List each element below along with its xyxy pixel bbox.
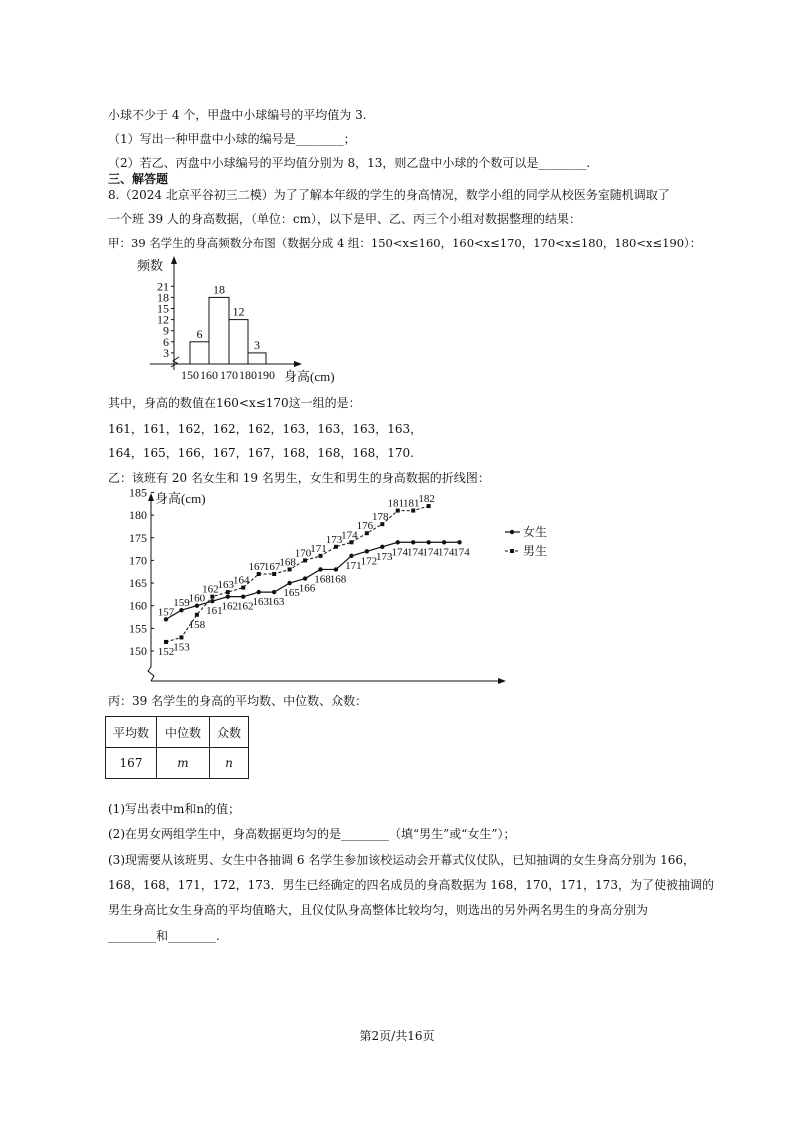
data-point-girls [257, 590, 261, 594]
y-tick-label: 175 [129, 530, 147, 545]
data-label-girls: 161 [206, 605, 223, 618]
sub-question-2: (2)在男女两组学生中，身高数据更均匀的是________（填“男生”或“女生”）； [108, 827, 516, 841]
x-axis-label: 身高(cm) [284, 369, 335, 384]
data-label-boys: 181 [402, 497, 420, 510]
bar-value-label: 12 [232, 304, 245, 319]
data-point-girls [349, 554, 353, 558]
bar-value-label: 3 [254, 337, 260, 352]
data-label-boys: 170 [294, 547, 312, 560]
x-tick-label: 160 [200, 368, 218, 382]
data-label-girls: 168 [329, 573, 347, 586]
data-label-boys: 181 [387, 497, 404, 510]
data-label-boys: 167 [248, 560, 265, 573]
legend-label-girls: 女生 [523, 525, 548, 539]
x-tick-label: 170 [220, 368, 238, 382]
y-axis-arrow [171, 256, 177, 264]
histogram-bar [229, 320, 248, 364]
data-label-boys: 174 [341, 529, 358, 542]
y-tick-label: 155 [129, 621, 147, 636]
series-line-boys [166, 506, 429, 642]
data-label-boys: 162 [202, 583, 219, 596]
sub-question-3: 168，168，171，172，173．男生已经确定的四名成员的身高数据为 168，170，171，173，为了使被抽调的 [108, 878, 714, 892]
question-8-line: 一个班 39 人的身高数据，（单位：cm），以下是甲、乙、丙三个小组对数据整理的结果： [108, 212, 582, 226]
data-label-girls: 174 [422, 546, 439, 559]
legend-marker-girls [510, 530, 514, 534]
y-tick-label: 185 [129, 485, 147, 500]
height-values-1: 161，161，162，162，162，163，163，163，163， [108, 422, 423, 436]
y-tick-label: 180 [129, 508, 147, 523]
bar-value-label: 18 [213, 282, 225, 297]
sub-question-3: (3)现需要从该班男、女生中各抽调 6 名学生参加该校运动会开幕式仪仗队，已知抽调的女生身高分别为 166， [108, 853, 695, 867]
x-tick-label: 190 [257, 368, 275, 382]
data-point-girls [365, 549, 369, 553]
table-header: 众数 [210, 717, 249, 748]
data-label-boys: 167 [263, 560, 281, 573]
y-tick-label: 165 [129, 576, 147, 591]
x-tick-label: 150 [181, 368, 199, 382]
data-label-girls: 174 [437, 546, 455, 559]
sub-question-3: 男生身高比女生身高的平均值略大，且仪仗队身高整体比较均匀，则选出的另外两名男生的身高分别为 [108, 903, 649, 917]
y-tick-label: 170 [129, 553, 147, 568]
histogram-bar [190, 342, 209, 364]
data-point-girls [334, 567, 338, 571]
histogram-bar [248, 353, 266, 364]
legend-marker-boys [510, 549, 514, 553]
y-tick-label: 18 [157, 290, 169, 305]
table-header: 平均数 [106, 717, 157, 748]
x-axis-arrow [498, 678, 506, 684]
data-label-boys: 158 [188, 618, 206, 631]
data-label-girls: 173 [376, 550, 393, 563]
x-axis-arrow [294, 361, 302, 367]
sub-question-1: (1)写出表中m和n的值； [108, 802, 241, 816]
data-label-girls: 162 [221, 600, 239, 613]
data-label-boys: 173 [325, 533, 343, 546]
text-line: （1）写出一种甲盘中小球的编号是________； [108, 132, 356, 146]
y-tick-label: 150 [129, 644, 147, 658]
y-tick-label: 15 [157, 301, 169, 316]
data-point-girls [457, 540, 461, 544]
y-tick-label: 6 [163, 334, 169, 349]
data-point-boys [195, 613, 199, 617]
table-cell: n [210, 748, 249, 779]
data-label-girls: 163 [252, 596, 269, 609]
y-tick-label: 9 [163, 323, 169, 338]
data-point-girls [411, 540, 415, 544]
data-point-girls [318, 567, 322, 571]
table-cell: m [157, 748, 210, 779]
data-label-boys: 164 [233, 574, 250, 587]
table-header: 中位数 [157, 717, 210, 748]
data-point-girls [226, 594, 230, 598]
text-line: 小球不少于 4 个，甲盘中小球编号的平均值为 3. [108, 108, 367, 122]
data-point-boys [179, 635, 183, 639]
data-label-girls: 172 [360, 555, 378, 568]
data-point-girls [272, 590, 276, 594]
data-label-girls: 157 [157, 606, 175, 619]
histogram-bar [209, 297, 229, 364]
data-label-boys: 178 [372, 511, 389, 524]
data-label-girls: 174 [453, 546, 470, 559]
data-label-girls: 168 [314, 573, 331, 586]
data-label-girls: 159 [173, 597, 190, 610]
data-label-girls: 160 [188, 592, 206, 605]
y-tick-label: 12 [157, 312, 169, 327]
data-label-girls: 174 [406, 546, 424, 559]
group-yi-text: 乙：该班有 20 名女生和 19 名男生，女生和男生的身高数据的折线图： [108, 471, 490, 485]
data-label-girls: 174 [391, 546, 408, 559]
data-point-girls [210, 599, 214, 603]
data-point-girls [396, 540, 400, 544]
data-label-girls: 165 [283, 587, 300, 600]
text-line: （2）若乙、丙盘中小球编号的平均值分别为 8，13，则乙盘中小球的个数可以是________. [108, 156, 591, 170]
data-label-boys: 152 [157, 645, 175, 658]
table-cell: 167 [106, 748, 157, 779]
axis-break-mark [171, 357, 179, 367]
legend-label-boys: 男生 [523, 544, 548, 558]
group-bing-text: 丙：39 名学生的身高的平均数、中位数、众数： [108, 694, 368, 708]
data-point-girls [442, 540, 446, 544]
data-point-girls [241, 594, 245, 598]
bar-value-label: 6 [196, 326, 203, 341]
data-label-girls: 171 [345, 559, 362, 572]
data-point-boys [164, 640, 168, 644]
data-point-girls [380, 545, 384, 549]
data-label-boys: 171 [310, 542, 327, 555]
data-point-girls [426, 540, 430, 544]
data-label-girls: 163 [267, 596, 285, 609]
y-axis-arrow [148, 493, 154, 501]
x-tick-label: 180 [239, 368, 257, 382]
text-line: 其中，身高的数值在160<x≤170这一组的是： [108, 396, 361, 410]
page-footer: 第2页/共16页 [359, 1029, 435, 1043]
data-label-boys: 153 [173, 641, 190, 654]
axis-break-mark [148, 667, 154, 681]
data-point-girls [303, 576, 307, 580]
data-label-boys: 163 [217, 579, 235, 592]
data-point-girls [287, 581, 291, 585]
data-label-girls: 162 [237, 600, 254, 613]
y-tick-label: 3 [163, 345, 169, 360]
section-heading: 三、解答题 [108, 172, 169, 186]
data-label-boys: 182 [418, 493, 435, 506]
y-axis-label: 频数 [137, 258, 164, 273]
data-label-boys: 176 [356, 520, 374, 533]
question-8-line: 8.（2024 北京平谷初三二模）为了了解本年级的学生的身高情况，数学小组的同学从校医务室随机调取了 [108, 188, 670, 202]
data-label-boys: 168 [279, 556, 296, 569]
height-values-2: 164，165，166，167，167，168，168，168，170. [108, 446, 414, 460]
y-tick-label: 21 [157, 279, 169, 294]
y-axis-label: 身高(cm) [155, 491, 206, 506]
sub-question-3: ________和________. [108, 929, 220, 943]
y-tick-label: 160 [129, 598, 147, 613]
data-label-girls: 166 [298, 582, 316, 595]
group-jia-text: 甲：39 名学生的身高频数分布图（数据分成 4 组：150<x≤160，160<x≤170，170<x≤180，180<x≤190）： [108, 236, 702, 250]
